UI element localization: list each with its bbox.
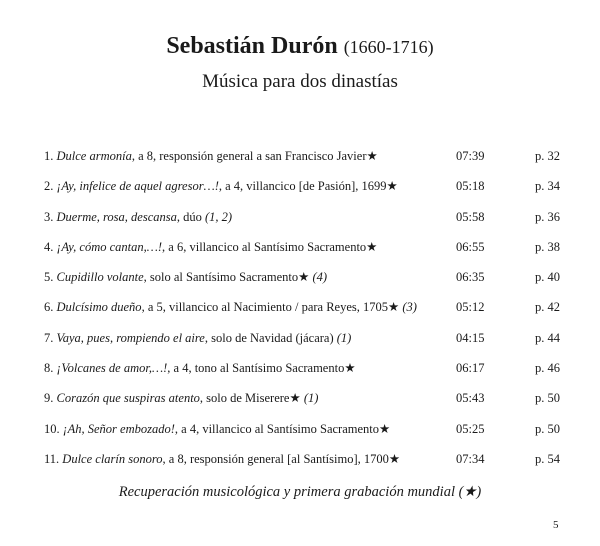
track-duration: 07:39 bbox=[456, 149, 485, 163]
track-page-ref: p. 34 bbox=[535, 179, 560, 194]
track-row bbox=[44, 269, 560, 299]
track-page-ref: p. 44 bbox=[535, 330, 560, 345]
track-description bbox=[44, 390, 318, 406]
track-row bbox=[44, 451, 560, 481]
track-number: 2. bbox=[44, 179, 54, 194]
track-details: , a 8, responsión general a san Francisco Javier bbox=[131, 149, 367, 163]
track-row bbox=[44, 178, 560, 208]
track-page-ref: p. 40 bbox=[535, 270, 560, 285]
track-title: Corazón que suspiras atento bbox=[56, 391, 200, 406]
track-description bbox=[44, 330, 351, 346]
track-page-ref: p. 36 bbox=[535, 209, 560, 224]
track-page-ref: p. 32 bbox=[535, 149, 560, 163]
track-row bbox=[44, 360, 560, 390]
premiere-star: ★ bbox=[298, 270, 310, 285]
track-details: , a 5, villancico al Nacimiento / para Reyes, 1705 bbox=[141, 300, 389, 315]
track-page-ref: p. 50 bbox=[535, 421, 560, 436]
track-title: Dulce armonía bbox=[56, 149, 132, 163]
track-details: , a 4, tono al Santísimo Sacramento bbox=[167, 361, 345, 376]
track-page-ref: p. 38 bbox=[535, 239, 560, 254]
performer-note: (1) bbox=[303, 391, 319, 406]
track-details: , a 8, responsión general [al Santísimo], 1700 bbox=[162, 451, 389, 466]
composer-name: Sebastián Durón bbox=[166, 33, 338, 59]
track-details: , a 6, villancico al Santísimo Sacramento bbox=[162, 239, 367, 254]
track-description bbox=[44, 269, 327, 285]
track-row bbox=[44, 239, 560, 269]
track-title: Cupidillo volante bbox=[56, 270, 144, 285]
track-details: , dúo bbox=[176, 209, 202, 224]
track-details: , solo de Miserere bbox=[199, 391, 290, 406]
track-title: Dulcísimo dueño bbox=[56, 300, 142, 315]
track-title: Duerme, rosa, descansa bbox=[56, 209, 177, 224]
track-page-ref: p. 46 bbox=[535, 361, 560, 376]
track-duration: 07:34 bbox=[456, 451, 485, 466]
page-header bbox=[0, 32, 600, 94]
performer-note: (1, 2) bbox=[204, 209, 233, 224]
album-title: Música para dos dinastías bbox=[202, 71, 398, 92]
track-title: Vaya, pues, rompiendo el aire bbox=[56, 330, 205, 345]
track-description bbox=[44, 299, 417, 315]
track-title: ¡Volcanes de amor,…! bbox=[56, 361, 168, 376]
premiere-star: ★ bbox=[388, 451, 401, 466]
premiere-star: ★ bbox=[388, 300, 400, 315]
track-duration: 05:18 bbox=[456, 179, 485, 194]
track-number: 10. bbox=[44, 421, 60, 436]
track-number: 5. bbox=[44, 270, 54, 285]
track-number: 7. bbox=[44, 330, 54, 345]
track-details: , solo al Santísimo Sacramento bbox=[143, 270, 299, 285]
track-description bbox=[44, 360, 356, 376]
track-description bbox=[44, 239, 377, 255]
track-title: Dulce clarín sonoro bbox=[62, 451, 163, 466]
track-row bbox=[44, 390, 560, 420]
track-duration: 06:35 bbox=[456, 270, 485, 285]
track-duration: 05:25 bbox=[456, 421, 485, 436]
track-number: 4. bbox=[44, 239, 54, 254]
premiere-star: ★ bbox=[289, 391, 301, 406]
track-number: 1. bbox=[44, 149, 54, 163]
track-row bbox=[44, 148, 560, 178]
track-duration: 05:43 bbox=[456, 391, 485, 406]
track-page-ref: p. 50 bbox=[535, 391, 560, 406]
track-description bbox=[44, 148, 378, 164]
track-description bbox=[44, 451, 400, 467]
track-description bbox=[44, 209, 232, 225]
performer-note: (4) bbox=[312, 270, 328, 285]
premiere-star: ★ bbox=[366, 239, 378, 254]
track-list bbox=[44, 148, 560, 481]
track-title: ¡Ay, infelice de aquel agresor…! bbox=[56, 179, 219, 194]
track-row bbox=[44, 421, 560, 451]
track-number: 8. bbox=[44, 361, 54, 376]
performer-note: (1) bbox=[336, 330, 352, 345]
premiere-star: ★ bbox=[386, 179, 398, 194]
premiere-star: ★ bbox=[366, 149, 378, 163]
track-row bbox=[44, 299, 560, 329]
track-page-ref: p. 54 bbox=[535, 451, 560, 466]
track-duration: 05:12 bbox=[456, 300, 485, 315]
track-title: ¡Ah, Señor embozado! bbox=[62, 421, 175, 436]
track-details: , a 4, villancico [de Pasión], 1699 bbox=[218, 179, 387, 194]
premiere-star: ★ bbox=[379, 421, 391, 436]
track-row bbox=[44, 330, 560, 360]
track-duration: 05:58 bbox=[456, 209, 485, 224]
track-details: , solo de Navidad (jácara) bbox=[204, 330, 334, 345]
premiere-star: ★ bbox=[344, 361, 356, 376]
track-title: ¡Ay, cómo cantan,…! bbox=[56, 239, 163, 254]
track-number: 11. bbox=[44, 451, 60, 466]
track-description bbox=[44, 178, 398, 194]
track-page-ref: p. 42 bbox=[535, 300, 560, 315]
performer-note: (3) bbox=[402, 300, 417, 315]
composer-heading bbox=[0, 32, 600, 61]
track-duration: 06:55 bbox=[456, 239, 485, 254]
track-number: 3. bbox=[44, 209, 54, 224]
track-duration: 04:15 bbox=[456, 330, 485, 345]
track-number: 6. bbox=[44, 300, 54, 315]
world-premiere-note: Recuperación musicológica y primera grabación mundial (★) bbox=[118, 484, 482, 500]
page-number: 5 bbox=[553, 519, 559, 531]
track-description bbox=[44, 421, 390, 437]
track-number: 9. bbox=[44, 391, 54, 406]
track-row bbox=[44, 209, 560, 239]
track-duration: 06:17 bbox=[456, 361, 485, 376]
composer-dates: (1660-1716) bbox=[343, 37, 434, 57]
track-details: , a 4, villancico al Santísimo Sacramento bbox=[174, 421, 380, 436]
